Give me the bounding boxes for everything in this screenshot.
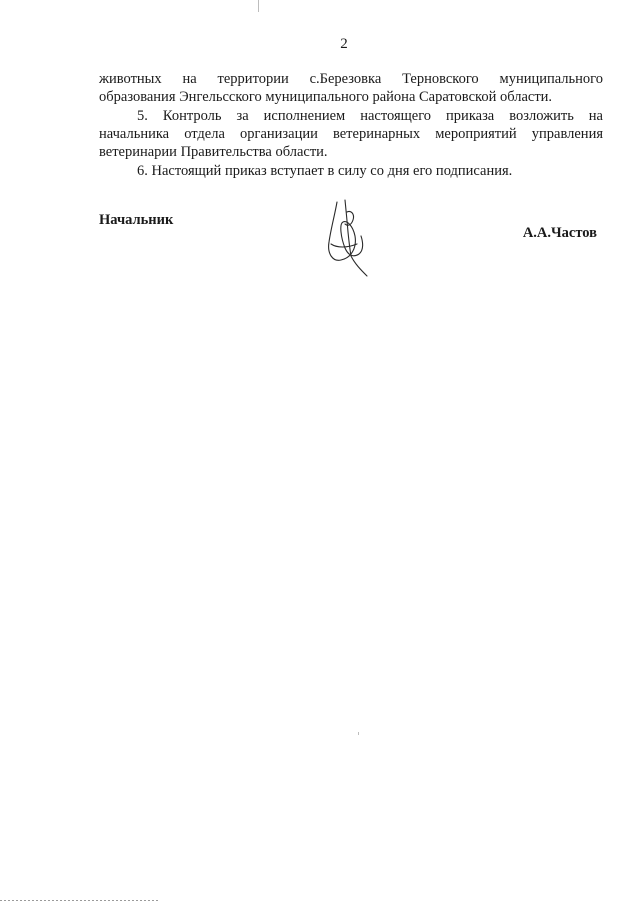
text-line: 6. Настоящий приказ вступает в силу со дня его подписания.: [137, 163, 513, 179]
page-number: 2: [340, 36, 348, 52]
scan-artifact: [358, 732, 359, 735]
text-line: образования Энгельсского муниципального района Саратовской области.: [99, 89, 553, 105]
signer-position: Начальник: [99, 212, 174, 228]
document-body: [99, 70, 603, 181]
scan-artifact: [258, 0, 259, 12]
text-line: ветеринарии Правительства области.: [99, 144, 328, 160]
text-line: начальника отдела организации ветеринарных мероприятий управления: [99, 126, 603, 142]
paragraph-item-6: [99, 162, 603, 180]
paragraph-item-5: [99, 107, 603, 161]
text-line: животных на территории с.Березовка Терновского муниципального: [99, 71, 603, 87]
text-line: 5. Контроль за исполнением настоящего приказа возложить на: [137, 108, 603, 124]
scan-artifact: [0, 900, 160, 901]
paragraph-continuation: [99, 70, 603, 106]
handwritten-signature: [317, 198, 377, 278]
signature-block: [99, 212, 603, 282]
signer-name: А.А.Частов: [522, 225, 597, 241]
